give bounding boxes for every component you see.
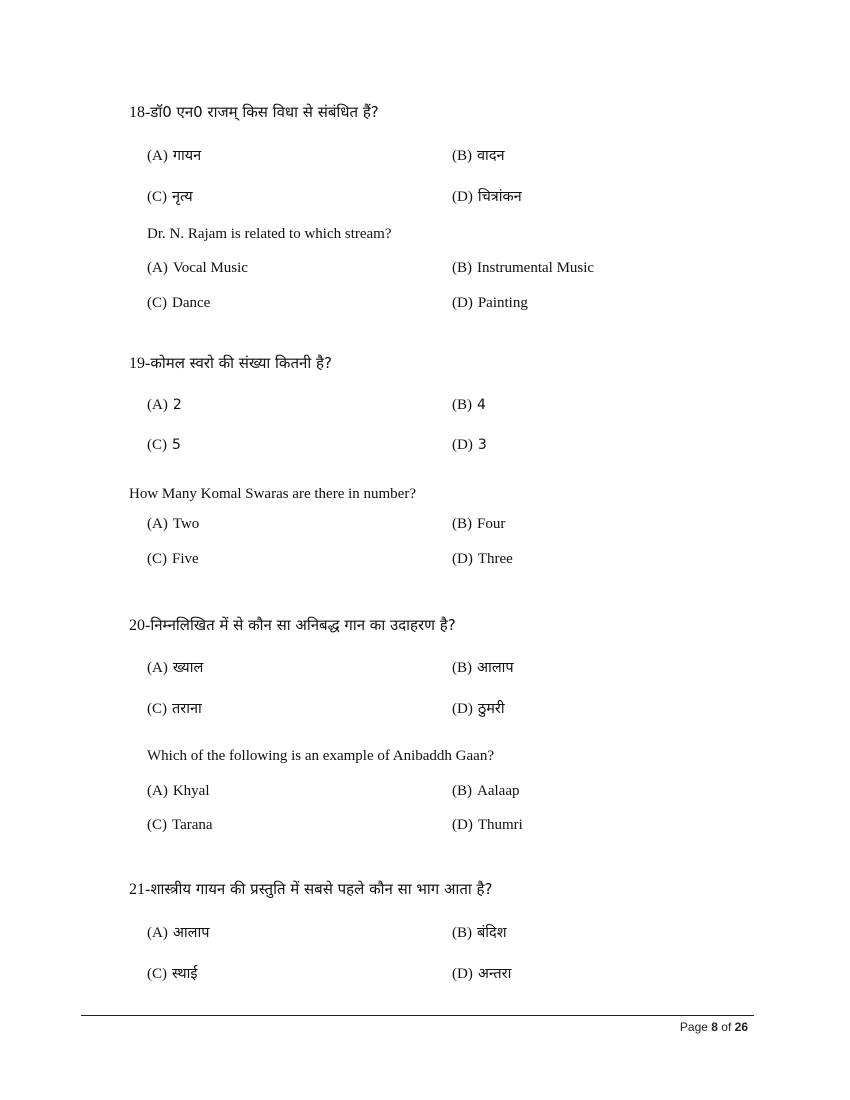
question-number: 20-: [129, 617, 151, 634]
question-number: 21-: [129, 881, 151, 898]
question-19-english: How Many Komal Swaras are there in number?: [129, 486, 416, 502]
question-19-hindi: [129, 353, 332, 373]
q21-hindi-option-c: (C) स्थाई: [147, 966, 198, 982]
q20-hindi-option-b: (B) आलाप: [452, 660, 514, 676]
question-text: कोमल स्वरो की संख्या कितनी है?: [150, 354, 332, 372]
page-number: Page 8 of 26: [679, 1020, 748, 1034]
q19-english-option-c: (C) Five: [147, 551, 199, 567]
q20-hindi-option-c: (C) तराना: [147, 701, 202, 717]
question-number: 18-: [129, 104, 151, 121]
q19-hindi-option-b: (B) 4: [452, 397, 486, 413]
question-text: निम्नलिखित में से कौन सा अनिबद्ध गान का उदाहरण है?: [150, 616, 456, 634]
question-20-english: Which of the following is an example of Anibaddh Gaan?: [147, 748, 494, 764]
q18-hindi-option-b: (B) वादन: [452, 148, 505, 164]
q20-english-option-c: (C) Tarana: [147, 817, 213, 833]
q20-hindi-option-a: (A) ख्याल: [147, 660, 204, 676]
question-21-hindi: [129, 879, 492, 899]
q20-hindi-option-d: (D) ठुमरी: [452, 701, 505, 717]
q19-hindi-option-d: (D) 3: [452, 437, 487, 453]
total-pages: 26: [734, 1020, 748, 1034]
footer-divider: [81, 1015, 754, 1016]
question-18-english: Dr. N. Rajam is related to which stream?: [147, 226, 392, 242]
q18-hindi-option-a: (A) गायन: [147, 148, 202, 164]
q19-english-option-d: (D) Three: [452, 551, 513, 567]
q18-english-option-c: (C) Dance: [147, 295, 211, 311]
question-number: 19-: [129, 355, 151, 372]
q19-english-option-a: (A) Two: [147, 516, 200, 532]
q21-hindi-option-d: (D) अन्तरा: [452, 966, 512, 982]
q18-english-option-d: (D) Painting: [452, 295, 528, 311]
q20-english-option-a: (A) Khyal: [147, 783, 210, 799]
q18-hindi-option-d: (D) चित्रांकन: [452, 189, 522, 205]
q21-hindi-option-a: (A) आलाप: [147, 925, 210, 941]
q21-hindi-option-b: (B) बंदिश: [452, 925, 507, 941]
question-18-hindi: [129, 102, 379, 122]
q18-english-option-b: (B) Instrumental Music: [452, 260, 595, 276]
question-text: डॉ0 एन0 राजम् किस विधा से संबंधित हैं?: [150, 103, 379, 121]
question-text: शास्त्रीय गायन की प्रस्तुति में सबसे पहले कौन सा भाग आता है?: [150, 880, 493, 898]
q18-english-option-a: (A) Vocal Music: [147, 260, 248, 276]
q19-hindi-option-a: (A) 2: [147, 397, 182, 413]
q19-english-option-b: (B) Four: [452, 516, 506, 532]
question-20-hindi: [129, 615, 456, 635]
q19-hindi-option-c: (C) 5: [147, 437, 181, 453]
q20-english-option-d: (D) Thumri: [452, 817, 523, 833]
q18-hindi-option-c: (C) नृत्य: [147, 189, 193, 205]
current-page: 8: [711, 1020, 718, 1034]
q20-english-option-b: (B) Aalaap: [452, 783, 520, 799]
